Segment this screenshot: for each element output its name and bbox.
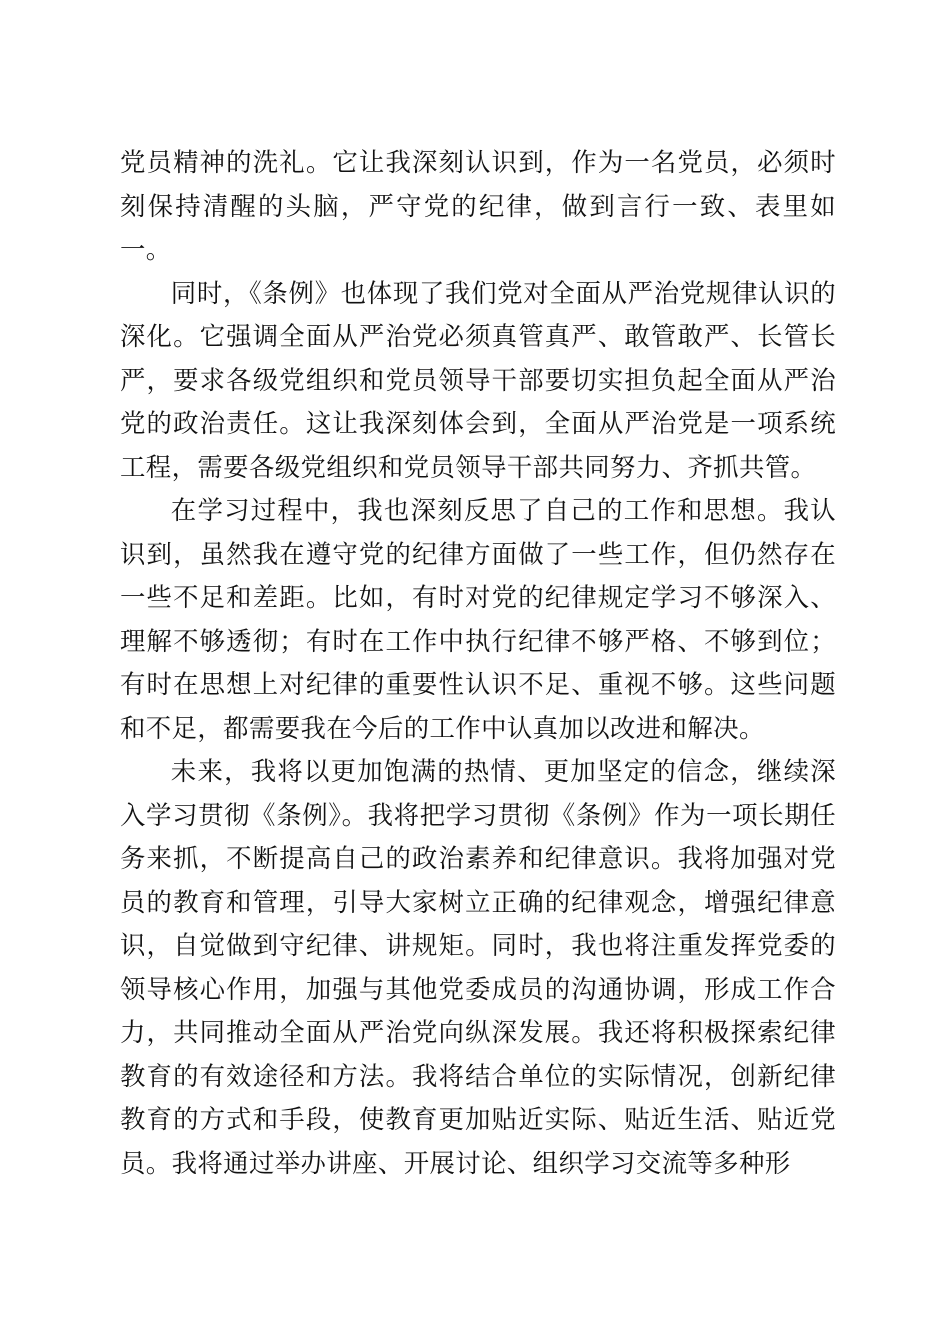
paragraph-1: 党员精神的洗礼。它让我深刻认识到，作为一名党员，必须时刻保持清醒的头脑，严守党的纪律，做到言行一致、表里如一。 <box>120 147 836 264</box>
paragraph-3: 在学习过程中，我也深刻反思了自己的工作和思想。我认识到，虽然我在遵守党的纪律方面做了一些工作，但仍然存在一些不足和差距。比如，有时对党的纪律规定学习不够深入、理解不够透彻；有时在工作中执行纪律不够严格、不够到位；有时在思想上对纪律的重要性认识不足、重视不够。这些问题和不足，都需要我在今后的工作中认真加以改进和解决。 <box>120 495 836 743</box>
document-body <box>120 141 836 1185</box>
paragraph-4: 未来，我将以更加饱满的热情、更加坚定的信念，继续深入学习贯彻《条例》。我将把学习贯彻《条例》作为一项长期任务来抓，不断提高自己的政治素养和纪律意识。我将加强对党员的教育和管理，引导大家树立正确的纪律观念，增强纪律意识，自觉做到守纪律、讲规矩。同时，我也将注重发挥党委的领导核心作用，加强与其他党委成员的沟通协调，形成工作合力，共同推动全面从严治党向纵深发展。我还将积极探索纪律教育的有效途径和方法。我将结合单位的实际情况，创新纪律教育的方式和手段，使教育更加贴近实际、贴近生活、贴近党员。我将通过举办讲座、开展讨论、组织学习交流等多种形 <box>120 756 836 1178</box>
paragraph-2: 同时，《条例》也体现了我们党对全面从严治党规律认识的深化。它强调全面从严治党必须真管真严、敢管敢严、长管长严，要求各级党组织和党员领导干部要切实担负起全面从严治党的政治责任。这让我深刻体会到，全面从严治党是一项系统工程，需要各级党组织和党员领导干部共同努力、齐抓共管。 <box>120 277 836 482</box>
